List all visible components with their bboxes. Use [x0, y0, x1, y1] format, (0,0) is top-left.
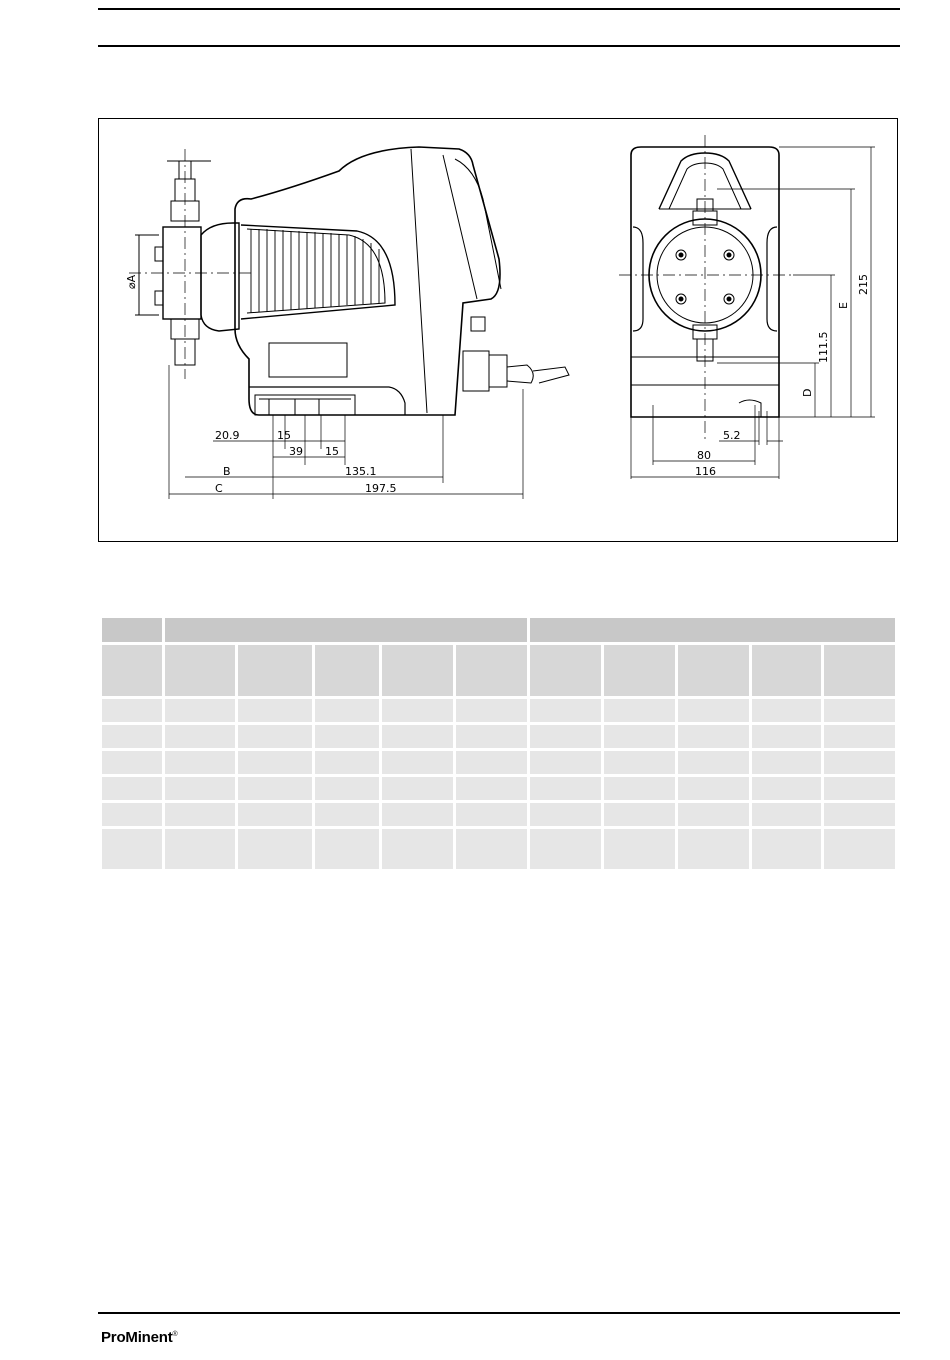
dim-80: 80 — [697, 449, 711, 462]
table-subheader-cell — [530, 645, 601, 696]
table-subheader-cell — [315, 645, 379, 696]
table-cell — [102, 751, 162, 774]
table-cell — [165, 829, 235, 869]
table-cell — [824, 725, 895, 748]
table-row — [102, 699, 895, 722]
table-cell — [315, 777, 379, 800]
table-cell — [382, 777, 453, 800]
table-cell — [165, 777, 235, 800]
dim-15-a: 15 — [277, 429, 291, 442]
dimension-drawing — [98, 118, 898, 542]
dim-215: 215 — [857, 274, 870, 295]
table-cell — [382, 725, 453, 748]
table-cell — [102, 829, 162, 869]
table-cell — [382, 829, 453, 869]
table-cell — [165, 725, 235, 748]
table-cell — [824, 803, 895, 826]
dim-197-5: 197.5 — [365, 482, 397, 495]
top-rule — [98, 8, 900, 10]
table-cell — [678, 777, 749, 800]
dim-15-b: 15 — [325, 445, 339, 458]
table-subheader-row — [102, 645, 895, 696]
side-view — [125, 147, 569, 499]
table-cell — [824, 699, 895, 722]
table-cell — [382, 751, 453, 774]
table-cell — [238, 777, 312, 800]
table-cell — [752, 725, 821, 748]
table-cell — [315, 829, 379, 869]
table-cell — [456, 751, 527, 774]
table-cell — [382, 699, 453, 722]
table-cell — [102, 803, 162, 826]
table-subheader-cell — [752, 645, 821, 696]
prominent-logo — [101, 1329, 178, 1346]
table-subheader-cell — [102, 645, 162, 696]
dim-5-2: 5.2 — [723, 429, 741, 442]
table-cell — [315, 699, 379, 722]
table-cell — [604, 725, 675, 748]
table-row — [102, 725, 895, 748]
table-cell — [604, 829, 675, 869]
table-cell — [604, 777, 675, 800]
table-cell — [530, 751, 601, 774]
table-cell — [456, 777, 527, 800]
dimensions-table — [99, 615, 898, 872]
footer-rule — [98, 1312, 900, 1314]
table-subheader-cell — [824, 645, 895, 696]
table-cell — [165, 699, 235, 722]
table-cell — [238, 725, 312, 748]
dim-111-5: 111.5 — [817, 331, 830, 363]
table-cell — [315, 725, 379, 748]
table-cell — [604, 803, 675, 826]
table-subheader-cell — [604, 645, 675, 696]
table-cell — [456, 725, 527, 748]
table-cell — [456, 803, 527, 826]
dim-b: B — [223, 465, 231, 478]
front-view — [619, 135, 875, 479]
dim-39: 39 — [289, 445, 303, 458]
table-cell — [382, 803, 453, 826]
table-cell — [678, 725, 749, 748]
table-cell — [678, 803, 749, 826]
table-cell — [752, 803, 821, 826]
table-header-row — [102, 618, 895, 642]
dim-d: D — [801, 388, 814, 397]
table-cell — [752, 699, 821, 722]
table-cell — [752, 829, 821, 869]
logo-text: ProMinent — [101, 1329, 173, 1346]
table-header-cell — [165, 618, 527, 642]
table-cell — [752, 777, 821, 800]
table-row — [102, 751, 895, 774]
table-cell — [530, 829, 601, 869]
table-cell — [238, 803, 312, 826]
table-header-cell — [102, 618, 162, 642]
table-cell — [315, 751, 379, 774]
dim-e: E — [837, 302, 850, 309]
table-cell — [238, 751, 312, 774]
table-cell — [530, 777, 601, 800]
table-cell — [824, 777, 895, 800]
table-subheader-cell — [165, 645, 235, 696]
registered-mark: ® — [172, 1331, 178, 1338]
dim-20-9: 20.9 — [215, 429, 240, 442]
table-cell — [678, 751, 749, 774]
table-cell — [604, 699, 675, 722]
table-subheader-cell — [382, 645, 453, 696]
table-cell — [530, 803, 601, 826]
table-cell — [678, 699, 749, 722]
table-cell — [315, 803, 379, 826]
table-cell — [456, 699, 527, 722]
table-cell — [824, 829, 895, 869]
dim-c: C — [215, 482, 223, 495]
dim-135-1: 135.1 — [345, 465, 377, 478]
table-cell — [238, 829, 312, 869]
dim-dia-a: ⌀A — [125, 274, 138, 289]
table-cell — [102, 699, 162, 722]
table-cell — [102, 725, 162, 748]
table-cell — [165, 751, 235, 774]
table-cell — [752, 751, 821, 774]
table-row — [102, 829, 895, 869]
table-subheader-cell — [238, 645, 312, 696]
table-header-cell — [530, 618, 895, 642]
table-cell — [678, 829, 749, 869]
table-cell — [530, 699, 601, 722]
table-cell — [238, 699, 312, 722]
table-cell — [604, 751, 675, 774]
table-subheader-cell — [678, 645, 749, 696]
dim-116: 116 — [695, 465, 716, 478]
table-cell — [165, 803, 235, 826]
table-row — [102, 803, 895, 826]
table-subheader-cell — [456, 645, 527, 696]
table-cell — [102, 777, 162, 800]
table-row — [102, 777, 895, 800]
table-cell — [530, 725, 601, 748]
header-rule — [98, 45, 900, 47]
table-cell — [456, 829, 527, 869]
table-cell — [824, 751, 895, 774]
